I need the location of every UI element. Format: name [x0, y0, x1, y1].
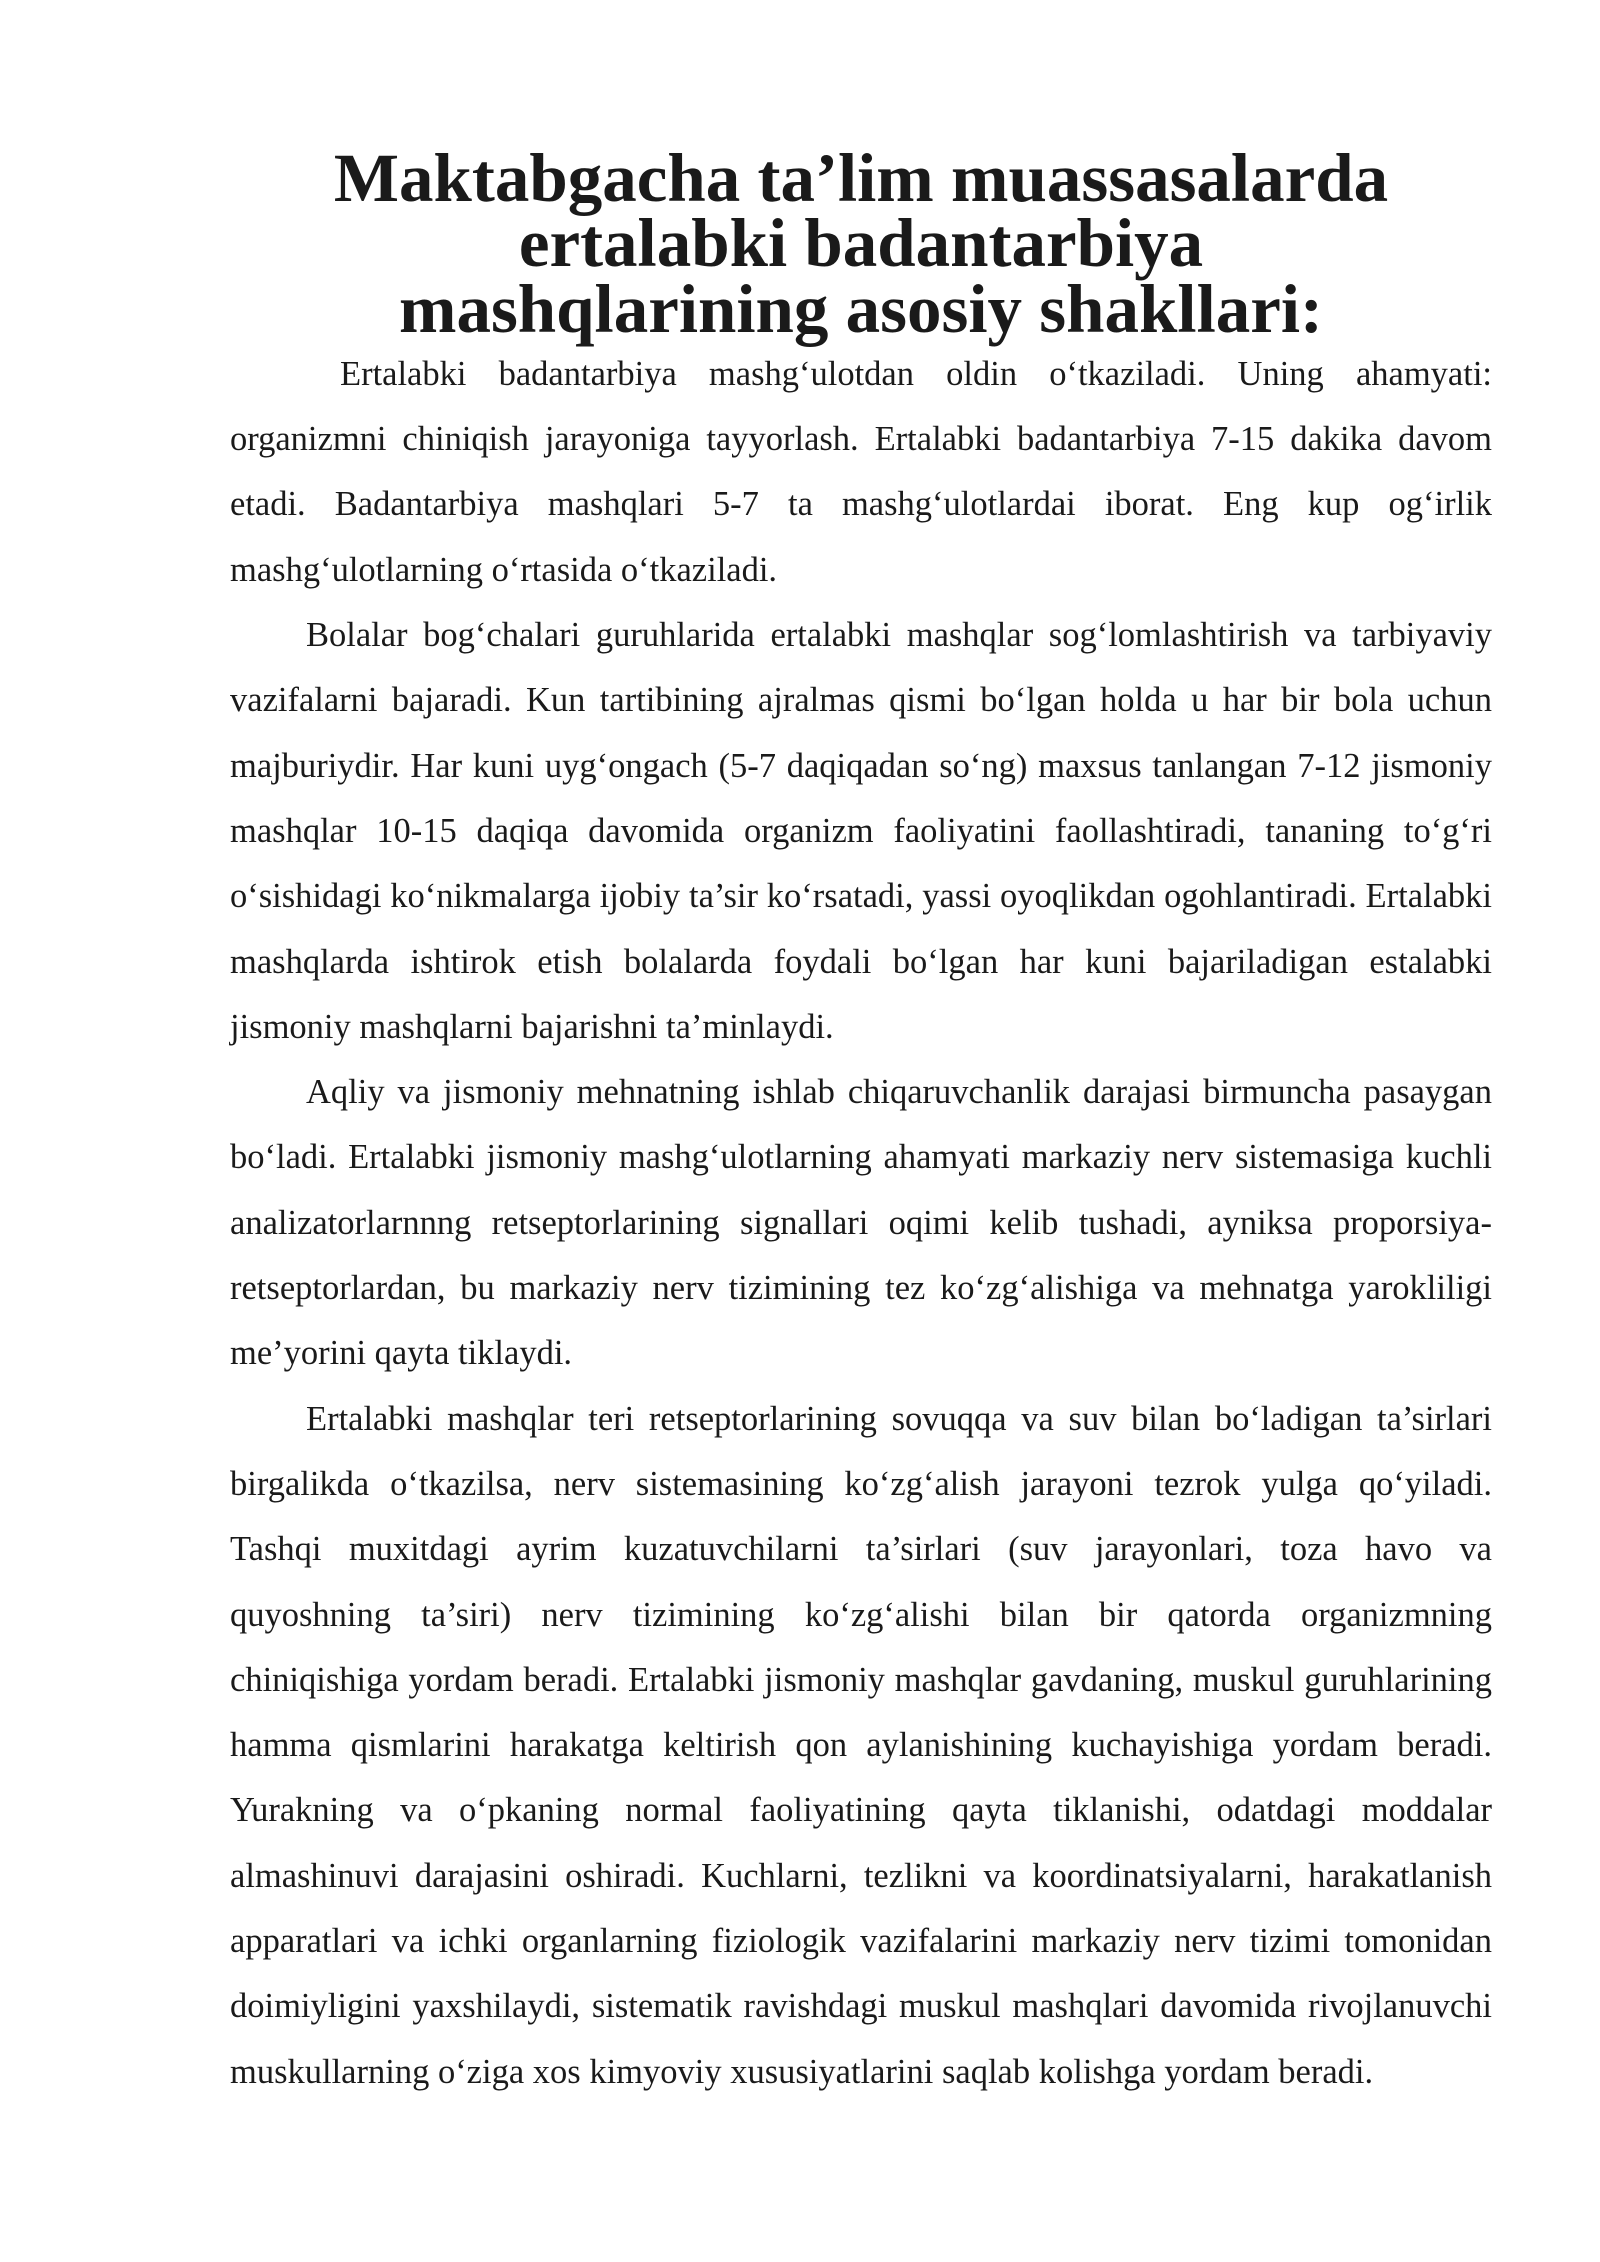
paragraph-4: Ertalabki mashqlar teri retseptorlarining sovuqqa va suv bilan bo‘ladigan ta’sirlari birgalikda o‘tkazilsa, nerv sistemasining ko‘zg‘alish jarayoni tezrok yulga qo‘yiladi. Tashqi muxitdagi ayrim kuzatuvchilarni ta’sirlari (suv jarayonlari, toza havo va quyoshning ta’siri) nerv tizimining ko‘zg‘alishi bilan bir qatorda organizmning chiniqishiga yordam beradi. Ertalabki jismoniy mashqlar gavdaning, muskul guruhlarining hamma qismlarini harakatga keltirish qon aylanishining kuchayishiga yordam beradi. Yurakning va o‘pkaning normal faoliyatining qayta tiklanishi, odatdagi moddalar almashinuvi darajasini oshiradi. Kuchlarni, tezlikni va koordinatsiyalarni, harakatlanish apparatlari va ichki organlarning fiziologik vazifalarini markaziy nerv tizimi tomonidan doimiyligini yaxshilaydi, sistematik ravishdagi muskul mashqlari davomida rivojlanuvchi muskullarning o‘ziga xos kimyoviy xususiyatlarini saqlab kolishga yordam beradi.	[230, 1399, 1492, 2091]
title-line-1: Maktabgacha ta’lim muassasalarda ertalabki badantarbiya	[333, 140, 1389, 282]
document-body	[230, 140, 1492, 2105]
paragraph-2: Bolalar bog‘chalari guruhlarida ertalabki mashqlar sog‘lomlashtirish va tarbiyaviy vazifalarni bajaradi. Kun tartibining ajralmas qismi bo‘lgan holda u har bir bola uchun majburiydir. Har kuni uyg‘ongach (5-7 daqiqadan so‘ng) maxsus tanlangan 7-12 jismoniy mashqlar 10-15 daqiqa davomida organizm faoliyatini faollashtiradi, tananing to‘g‘ri o‘sishidagi ko‘nikmalarga ijobiy ta’sir ko‘rsatadi, yassi oyoqlikdan ogohlantiradi. Ertalabki mashqlarda ishtirok etish bolalarda foydali bo‘lgan har kuni bajariladigan estalabki jismoniy mashqlarni bajarishni ta’minlaydi.	[230, 616, 1492, 1046]
title-line-2: mashqlarining asosiy shakllari:	[398, 270, 1324, 347]
paragraph-1: Ertalabki badantarbiya mashg‘ulotdan oldin o‘tkaziladi. Uning ahamyati: organizmni chiniqish jarayoniga tayyorlash. Ertalabki badantarbiya 7-15 dakika davom etadi. Badantarbiya mashqlari 5-7 ta mashg‘ulotlardai iborat. Eng kup og‘irlik mashg‘ulotlarning o‘rtasida o‘tkaziladi.	[230, 354, 1492, 589]
document-title	[230, 140, 1492, 347]
paragraph-3: Aqliy va jismoniy mehnatning ishlab chiqaruvchanlik darajasi birmuncha pasaygan bo‘ladi. Ertalabki jismoniy mashg‘ulotlarning ahamyati markaziy nerv sistemasiga kuchli analizatorlarnnng retseptorlarining signallari oqimi kelib tushadi, ayniksa proporsiya-retseptorlardan, bu markaziy nerv tizimining tez ko‘zg‘alishiga va mehnatga yarokliligi me’yorini qayta tiklaydi.	[230, 1073, 1492, 1373]
